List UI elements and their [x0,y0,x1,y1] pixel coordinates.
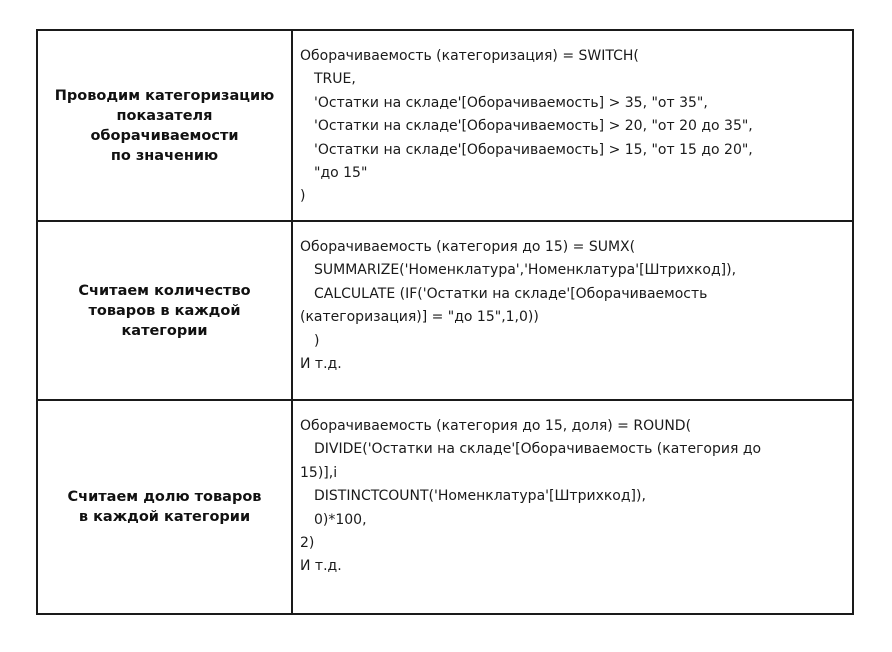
table-row [38,31,852,222]
heading-line: в каждой категории [78,509,251,525]
heading-line: показателя [116,107,213,124]
code-line: И т.д. [300,558,342,575]
code-line: 'Остатки на складе'[Оборачиваемость] > 20, "от 20 до 35", [314,118,753,135]
row-heading [62,487,268,527]
row-heading-cell [38,31,293,220]
code-line: ) [314,332,320,349]
code-line: Оборачиваемость (категоризация) = SWITCH( [300,48,639,64]
code-line: Оборачиваемость (категория до 15) = SUMX( [300,239,636,255]
code-cell [293,222,852,399]
table-row [38,222,852,401]
code-line: "до 15" [314,165,368,182]
code-cell [293,401,852,613]
table-row [38,401,852,613]
code-line: ) [300,188,306,205]
code-line: 'Остатки на складе'[Оборачиваемость] > 15, "от 15 до 20", [314,141,753,158]
row-heading-cell [38,401,293,613]
code-line: 0)*100, [314,511,367,528]
heading-line: Считаем количество [78,282,251,299]
code-line: DIVIDE('Остатки на складе'[Оборачиваемость (категория до [314,441,762,458]
heading-line: Считаем долю товаров [67,489,262,505]
row-heading [72,281,256,341]
code-line: И т.д. [300,356,342,373]
code-line: TRUE, [314,71,356,88]
row-heading [49,86,281,166]
heading-line: по значению [110,147,219,164]
heading-line: Проводим категоризацию [54,87,275,104]
code-line: 15)],i [300,464,338,481]
code-line: (категоризация)] = "до 15",1,0)) [300,309,539,326]
code-cell [293,31,852,220]
code-line: 2) [300,535,315,552]
row-heading-cell [38,222,293,399]
code-line: 'Остатки на складе'[Оборачиваемость] > 35, "от 35", [314,94,708,111]
formula-table [36,29,854,615]
code-line: Оборачиваемость (категория до 15, доля) = ROUND( [300,418,692,434]
heading-line: товаров в каждой [88,302,241,319]
code-line: SUMMARIZE('Номенклатура','Номенклатура'[Штрихкод]), [314,262,737,279]
code-line: DISTINCTCOUNT('Номенклатура'[Штрихкод]), [314,488,646,505]
heading-line: категории [121,322,208,339]
heading-line: оборачиваемости [90,127,239,144]
code-line: CALCULATE (IF('Остатки на складе'[Оборачиваемость [314,285,708,302]
